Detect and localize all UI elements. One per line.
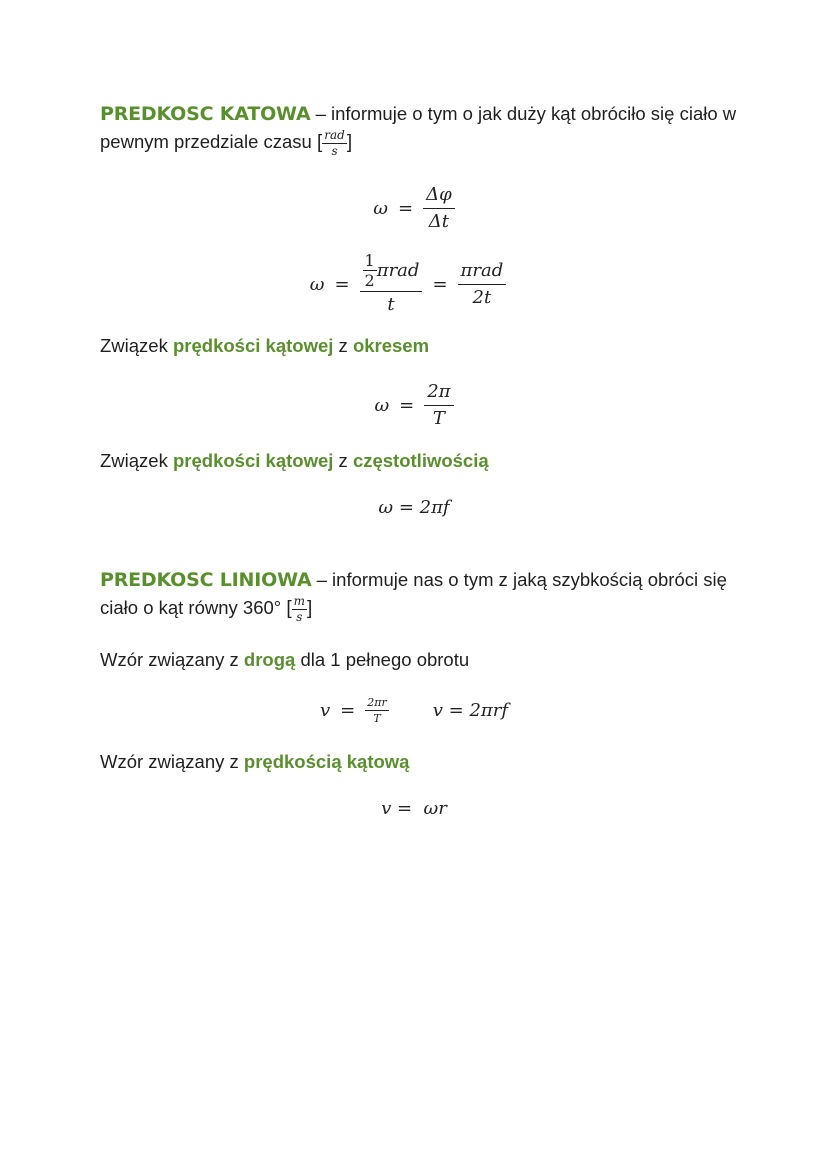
highlight-period: okresem — [352, 335, 430, 356]
fraction-numerator: 2π — [424, 381, 453, 406]
formula-omega-half-turn — [0, 252, 822, 316]
formula-text: ω = 2πf — [378, 497, 450, 518]
label-suffix: dla 1 pełnego obrotu — [295, 649, 470, 670]
numerator-rest: πrad — [376, 259, 420, 281]
linear-velocity-intro — [100, 566, 740, 624]
formula-linear-omega — [0, 798, 828, 819]
label-prefix: Wzór związany z — [100, 751, 244, 772]
highlight-angular-velocity: prędkości kątowej — [173, 450, 334, 471]
fraction-denominator-2: 2t — [472, 286, 492, 308]
path-formula-label — [100, 646, 740, 674]
formula-second: v = 2πrf — [432, 700, 508, 721]
inner-numerator: 1 — [364, 251, 375, 270]
fraction-numerator — [360, 252, 423, 292]
formula-equals-2: = — [432, 273, 448, 295]
fraction-denominator: T — [432, 408, 445, 429]
linear-velocity-unit: [ $\frac{m}{s}$ ] — [286, 593, 313, 624]
relation-prefix: Związek — [100, 450, 173, 471]
unit-numerator: m — [293, 593, 305, 608]
unit-denominator: s — [296, 609, 303, 624]
formula-linear-path — [0, 696, 828, 725]
unit-numerator: rad — [324, 127, 345, 142]
label-prefix: Wzór związany z — [100, 649, 244, 670]
formula-lhs: v — [319, 700, 331, 721]
linear-velocity-description: – informuje nas o tym z jaką szybkością obróci się ciało o kąt równy 360° — [100, 569, 727, 618]
angular-velocity-unit: [ $\frac{\text{rad}}{s}$ ] — [316, 127, 353, 158]
formula-omega-frequency — [0, 497, 828, 518]
formula-fraction-2 — [458, 260, 507, 309]
highlight-path: drogą — [243, 649, 296, 670]
omega-formula-label — [100, 748, 740, 776]
unit-denominator: s — [331, 143, 338, 158]
fraction-numerator: 2πr — [367, 696, 387, 709]
relation-frequency-text — [100, 447, 740, 475]
fraction-numerator: Δφ — [423, 184, 455, 209]
formula-omega-period — [0, 381, 828, 430]
linear-velocity-heading: PREDKOSC LINIOWA — [100, 569, 312, 591]
inner-fraction — [363, 252, 377, 289]
highlight-angular-velocity: prędkością kątową — [243, 751, 410, 772]
formula-lhs: ω — [309, 273, 325, 295]
relation-period-text — [100, 332, 740, 360]
highlight-frequency: częstotliwością — [352, 450, 489, 471]
fraction-denominator: Δt — [428, 211, 449, 232]
relation-mid: z — [333, 335, 353, 356]
relation-prefix: Związek — [100, 335, 173, 356]
fraction-numerator-2: πrad — [458, 260, 507, 285]
angular-velocity-intro — [100, 100, 740, 158]
fraction-denominator: t — [387, 294, 395, 315]
formula-equals: = — [397, 198, 414, 219]
formula-text: v = ωr — [381, 798, 447, 819]
formula-omega-delta — [0, 184, 828, 233]
angular-velocity-heading: PREDKOSC KATOWA — [100, 103, 311, 125]
formula-equals: = — [340, 700, 356, 721]
relation-mid: z — [333, 450, 353, 471]
formula-equals: = — [399, 395, 415, 416]
formula-fraction — [424, 381, 453, 430]
formula-fraction — [423, 184, 455, 233]
formula-equals: = — [334, 273, 350, 295]
angular-velocity-description: – informuje o tym o jak duży kąt obróciło się ciało w pewnym przedziale czasu — [100, 103, 737, 152]
formula-fraction — [365, 696, 389, 725]
formula-lhs: ω — [374, 395, 390, 416]
fraction-denominator: T — [373, 712, 381, 725]
inner-denominator: 2 — [364, 271, 375, 290]
formula-fraction-outer — [360, 252, 423, 316]
formula-lhs: ω — [373, 198, 388, 219]
highlight-angular-velocity: prędkości kątowej — [173, 335, 334, 356]
